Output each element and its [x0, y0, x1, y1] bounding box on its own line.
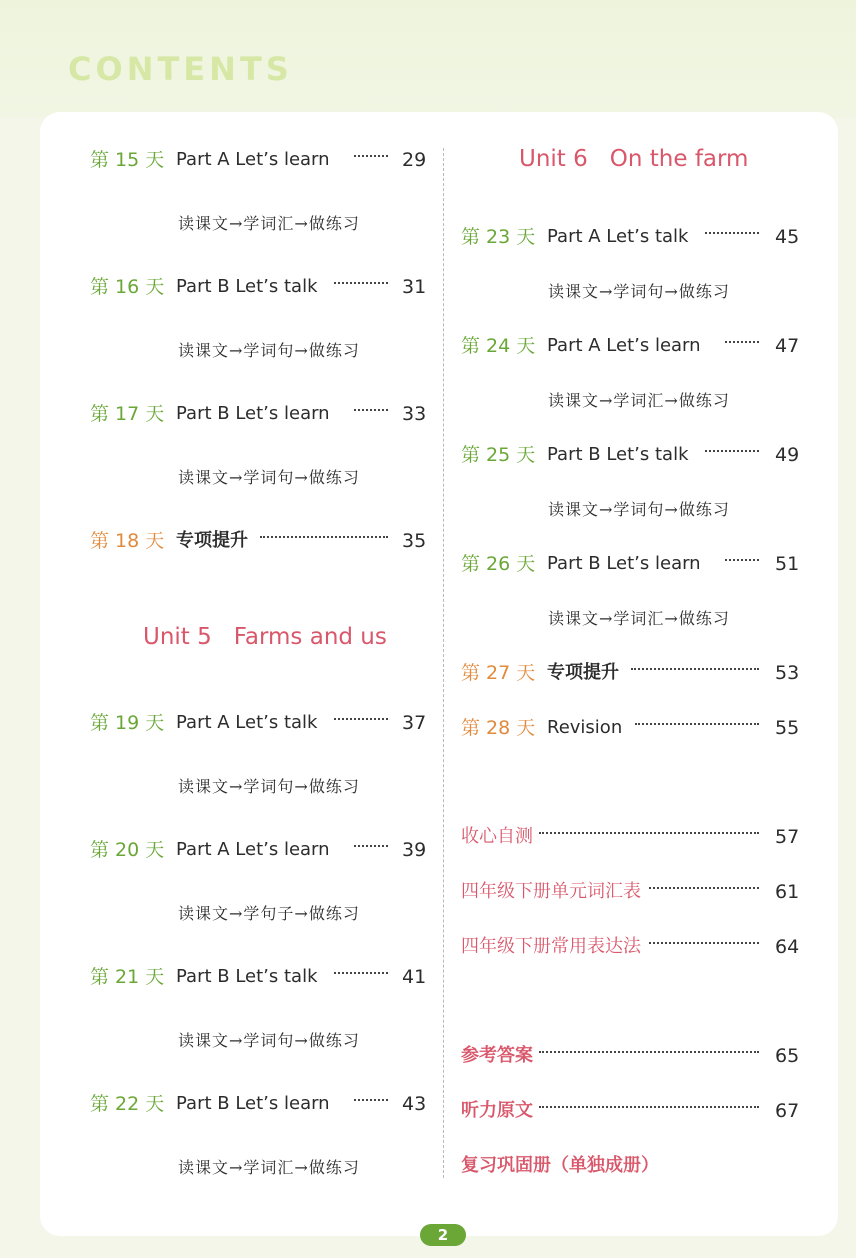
toc-entry-day23[interactable]	[461, 222, 801, 252]
day-label: 第 28 天	[461, 717, 536, 739]
day-label: 第 23 天	[461, 226, 536, 248]
toc-entry-day26[interactable]	[461, 549, 801, 579]
day-label: 第 25 天	[461, 444, 536, 466]
page-number: 43	[402, 1093, 427, 1115]
leader-dots	[725, 341, 759, 343]
lesson-title: Part B Let’s talk	[547, 444, 689, 465]
page-number: 53	[775, 662, 800, 684]
toc-entry-listening[interactable]	[461, 1096, 801, 1126]
page-number: 64	[775, 936, 800, 958]
leader-dots	[539, 1106, 759, 1108]
leader-dots	[354, 409, 388, 411]
day-label: 第 15 天	[90, 149, 165, 171]
toc-entry-day16[interactable]	[90, 272, 428, 302]
toc-entry-day17[interactable]	[90, 399, 428, 429]
leader-dots	[649, 942, 759, 944]
lesson-title: Part B Let’s learn	[176, 403, 330, 424]
day-label: 第 17 天	[90, 403, 165, 425]
toc-entry-review-booklet[interactable]	[461, 1151, 801, 1181]
page-number: 45	[775, 226, 800, 248]
lesson-title: Part A Let’s learn	[176, 839, 330, 860]
toc-entry-day19[interactable]	[90, 708, 428, 738]
unit-label: Unit 5	[143, 624, 212, 650]
leader-dots	[705, 232, 759, 234]
leader-dots	[539, 1051, 759, 1053]
leader-dots	[334, 718, 388, 720]
lesson-title: Part B Let’s learn	[176, 1093, 330, 1114]
page-number: 65	[775, 1045, 800, 1067]
lesson-title: Part A Let’s learn	[176, 149, 330, 170]
page-number: 51	[775, 553, 800, 575]
page-number: 55	[775, 717, 800, 739]
day-label: 第 16 天	[90, 276, 165, 298]
toc-entry-day24[interactable]	[461, 331, 801, 361]
toc-entry-day22[interactable]	[90, 1089, 428, 1119]
leader-dots	[539, 832, 759, 834]
entry-label: 参考答案	[461, 1045, 533, 1066]
study-steps: 读课文→学词句→做练习	[178, 468, 360, 487]
toc-entry-vocabulary[interactable]	[461, 877, 801, 907]
leader-dots	[631, 668, 759, 670]
leader-dots	[354, 1099, 388, 1101]
page-number: 29	[402, 149, 427, 171]
day-label: 第 19 天	[90, 712, 165, 734]
lesson-title: Part B Let’s learn	[547, 553, 701, 574]
lesson-title: Revision	[547, 717, 623, 738]
unit-label: Unit 6	[519, 146, 588, 172]
day-label: 第 26 天	[461, 553, 536, 575]
toc-entry-day20[interactable]	[90, 835, 428, 865]
unit-heading-6	[519, 146, 748, 172]
lesson-title: Part A Let’s talk	[547, 226, 689, 247]
page-number: 57	[775, 826, 800, 848]
page-number: 67	[775, 1100, 800, 1122]
toc-entry-day21[interactable]	[90, 962, 428, 992]
leader-dots	[649, 887, 759, 889]
study-steps: 读课文→学词句→做练习	[178, 777, 360, 796]
toc-entry-expressions[interactable]	[461, 932, 801, 962]
study-steps: 读课文→学词句→做练习	[178, 1031, 360, 1050]
column-divider	[443, 148, 444, 1178]
day-label: 第 20 天	[90, 839, 165, 861]
day-label: 第 18 天	[90, 530, 165, 552]
day-label: 第 21 天	[90, 966, 165, 988]
toc-entry-self-test[interactable]	[461, 822, 801, 852]
study-steps: 读课文→学词汇→做练习	[548, 609, 730, 628]
page-number: 37	[402, 712, 427, 734]
toc-entry-day25[interactable]	[461, 440, 801, 470]
leader-dots	[334, 282, 388, 284]
study-steps: 读课文→学词句→做练习	[548, 500, 730, 519]
toc-entry-day18[interactable]	[90, 526, 428, 556]
leader-dots	[725, 559, 759, 561]
study-steps: 读课文→学词汇→做练习	[548, 391, 730, 410]
page-number: 41	[402, 966, 427, 988]
lesson-title: 专项提升	[176, 530, 248, 551]
page-number: 35	[402, 530, 427, 552]
day-label: 第 22 天	[90, 1093, 165, 1115]
day-label: 第 27 天	[461, 662, 536, 684]
study-steps: 读课文→学词句→做练习	[548, 282, 730, 301]
leader-dots	[354, 845, 388, 847]
lesson-title: 专项提升	[547, 662, 619, 683]
entry-label: 听力原文	[461, 1100, 533, 1121]
study-steps: 读课文→学句子→做练习	[178, 904, 360, 923]
page-number-badge: 2	[420, 1224, 466, 1246]
page-title: CONTENTS	[68, 50, 293, 88]
entry-label: 四年级下册常用表达法	[461, 936, 641, 957]
page-number: 49	[775, 444, 800, 466]
toc-entry-answers[interactable]	[461, 1041, 801, 1071]
study-steps: 读课文→学词句→做练习	[178, 341, 360, 360]
page-number: 33	[402, 403, 427, 425]
unit-name: On the farm	[609, 146, 749, 172]
leader-dots	[705, 450, 759, 452]
entry-label: 收心自测	[461, 826, 533, 847]
lesson-title: Part B Let’s talk	[176, 966, 318, 987]
leader-dots	[334, 972, 388, 974]
unit-name: Farms and us	[233, 624, 387, 650]
unit-heading-5	[143, 624, 387, 650]
toc-entry-day15[interactable]	[90, 145, 428, 175]
toc-entry-day28[interactable]	[461, 713, 801, 743]
lesson-title: Part A Let’s learn	[547, 335, 701, 356]
entry-label: 四年级下册单元词汇表	[461, 881, 641, 902]
lesson-title: Part A Let’s talk	[176, 712, 318, 733]
study-steps: 读课文→学词汇→做练习	[178, 1158, 360, 1177]
leader-dots	[260, 536, 388, 538]
study-steps: 读课文→学词汇→做练习	[178, 214, 360, 233]
toc-entry-day27[interactable]	[461, 658, 801, 688]
page-number: 61	[775, 881, 800, 903]
day-label: 第 24 天	[461, 335, 536, 357]
leader-dots	[635, 723, 759, 725]
entry-label: 复习巩固册（单独成册）	[461, 1155, 659, 1176]
leader-dots	[354, 155, 388, 157]
page-number: 47	[775, 335, 800, 357]
page-number: 39	[402, 839, 427, 861]
page-number: 31	[402, 276, 427, 298]
lesson-title: Part B Let’s talk	[176, 276, 318, 297]
